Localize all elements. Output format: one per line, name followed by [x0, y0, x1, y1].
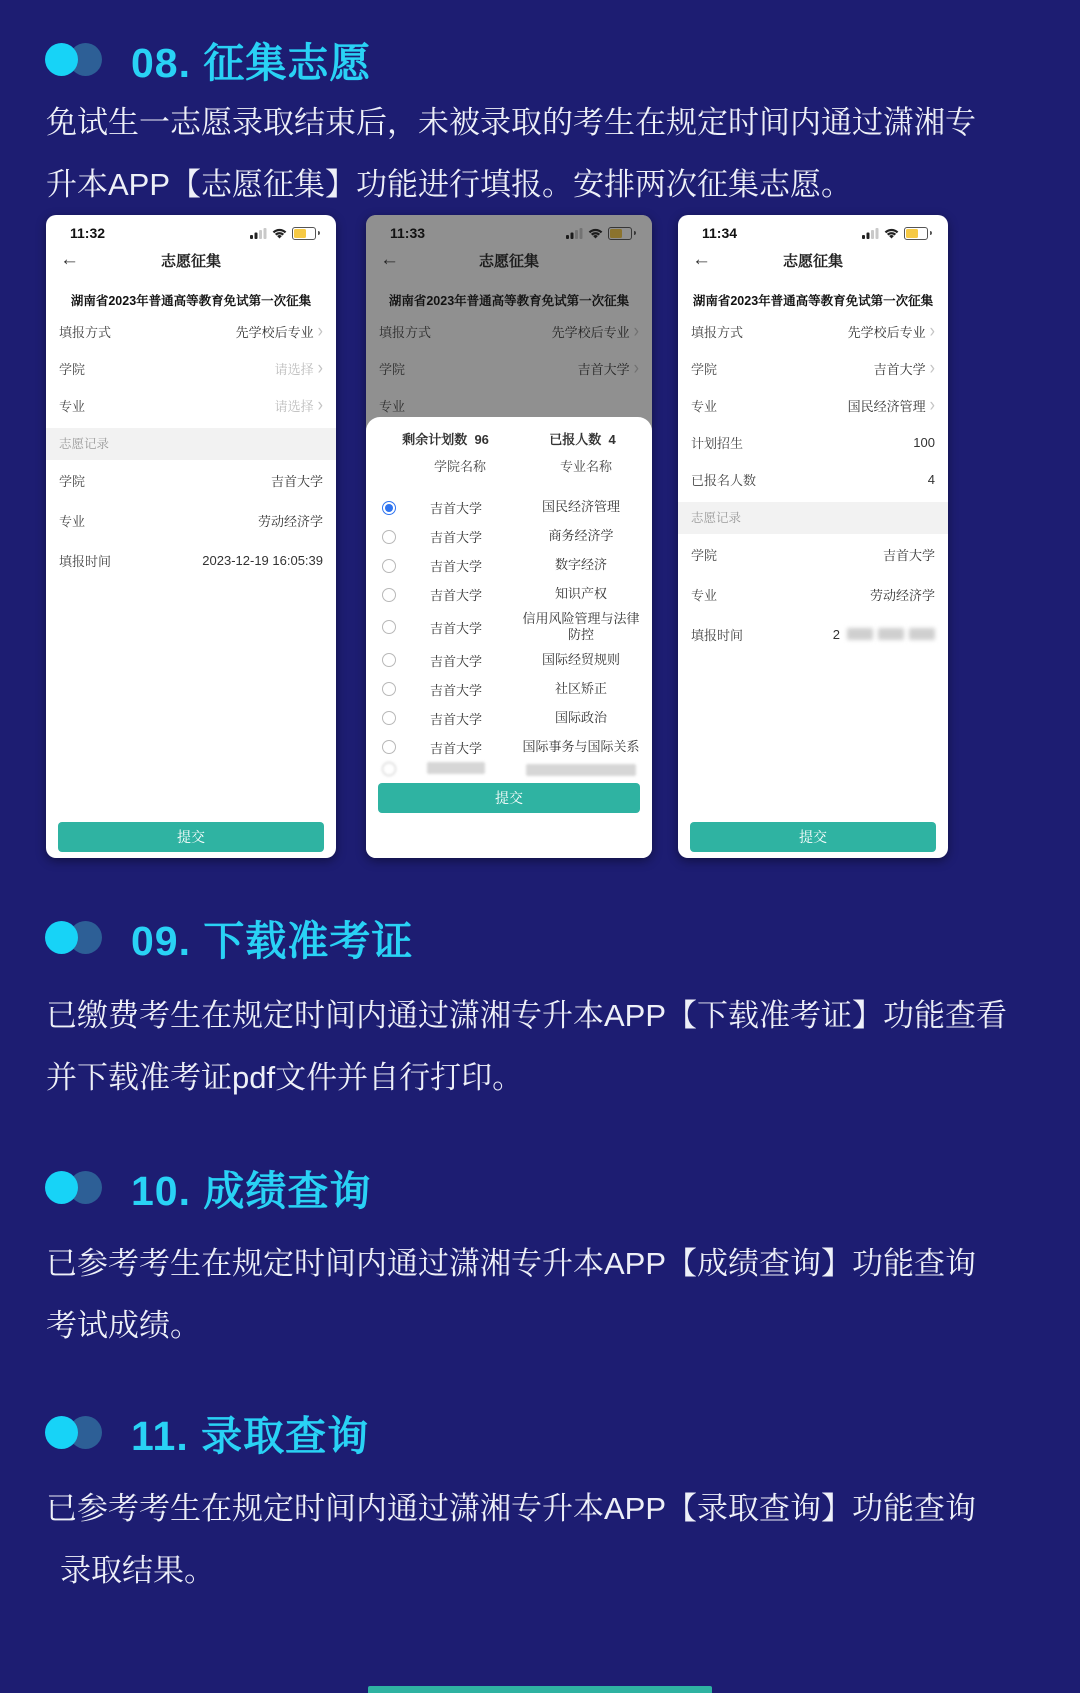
option-major: 社区矫正: [554, 680, 607, 696]
option-row[interactable]: [366, 580, 652, 609]
form-row-fill-mode[interactable]: 填报方式 先学校后专业 ›: [691, 320, 935, 342]
option-college: 吉首大学: [429, 740, 482, 756]
option-row[interactable]: [366, 733, 652, 762]
major-picker-sheet: [366, 417, 652, 858]
radio-icon[interactable]: [382, 530, 396, 544]
option-college: 吉首大学: [429, 588, 482, 603]
chevron-right-icon: ›: [633, 320, 639, 342]
option-row[interactable]: [366, 493, 652, 522]
form-row-fill-mode: 填报方式 先学校后专业 ›: [379, 320, 639, 342]
option-college: 吉首大学: [429, 501, 482, 516]
status-time: 11:33: [390, 225, 426, 241]
nav-bar: [366, 243, 652, 277]
chevron-right-icon: ›: [929, 394, 935, 416]
radio-icon[interactable]: [382, 588, 396, 602]
back-arrow-icon[interactable]: ←: [380, 249, 399, 270]
radio-icon[interactable]: [382, 559, 396, 573]
form-row-college[interactable]: 学院 吉首大学 ›: [691, 357, 935, 379]
option-college: 吉首大学: [429, 530, 482, 545]
status-time: 11:34: [702, 225, 738, 241]
battery-icon: [608, 227, 632, 240]
bullet-dots-icon: [45, 920, 107, 956]
option-row[interactable]: [366, 522, 652, 551]
signal-icon: [862, 228, 879, 239]
status-bar: [366, 215, 652, 243]
major-column-header: 专业名称: [559, 459, 612, 474]
remaining-plan-label: 剩余计划数: [402, 432, 468, 447]
section-08-paragraph: [46, 92, 996, 216]
chevron-right-icon: ›: [929, 357, 935, 379]
status-bar: [46, 215, 336, 243]
app-screenshot-3: [678, 215, 948, 858]
back-arrow-icon[interactable]: ←: [692, 249, 711, 270]
option-row[interactable]: [366, 551, 652, 580]
section-09-paragraph: [46, 985, 1008, 1109]
applied-count-label: 已报人数: [549, 432, 602, 447]
paragraph-line: 免试生一志愿录取结束后，未被录取的考生在规定时间内通过潇湘专: [46, 105, 976, 140]
option-row[interactable]: [366, 646, 652, 675]
radio-icon[interactable]: [382, 711, 396, 725]
chevron-right-icon: ›: [633, 357, 639, 379]
app-screenshot-1: [46, 215, 336, 858]
radio-icon[interactable]: [382, 740, 396, 754]
option-row[interactable]: [366, 675, 652, 704]
record-section-header: 志愿记录: [46, 428, 336, 460]
radio-icon[interactable]: [382, 620, 396, 634]
bullet-dots-icon: [45, 42, 107, 78]
form-row-major[interactable]: 专业 国民经济管理 ›: [691, 394, 935, 416]
column-headers: [366, 450, 652, 485]
paragraph-line: 升本APP【志愿征集】功能进行填报。安排两次征集志愿。: [46, 167, 853, 202]
form-row-major-clipped: 专业: [379, 399, 406, 414]
form-row-plan: 计划招生 100: [691, 435, 935, 451]
form-row-applied: 已报名人数 4: [691, 472, 935, 488]
option-major: 信用风险管理与法律防控: [522, 611, 640, 643]
status-bar: [678, 215, 948, 243]
nav-bar: [678, 243, 948, 277]
chevron-right-icon: ›: [929, 320, 935, 342]
option-college: 吉首大学: [429, 711, 482, 727]
section-10-heading: [45, 1158, 371, 1217]
paragraph-line: 并下载准考证pdf文件并自行打印。: [46, 1060, 524, 1095]
section-10-title: 10. 成绩查询: [131, 1168, 372, 1214]
wifi-icon: [272, 228, 287, 239]
paragraph-line: 已参考考生在规定时间内通过潇湘专升本APP【录取查询】功能查询: [46, 1491, 977, 1526]
signal-icon: [566, 228, 583, 239]
section-08-title: 08. 征集志愿: [131, 40, 372, 86]
option-major: 商务经济学: [548, 528, 614, 544]
paragraph-line: 已缴费考生在规定时间内通过潇湘专升本APP【下载准考证】功能查看: [46, 998, 1008, 1033]
applied-count-value: 4: [608, 432, 616, 447]
college-column-header: 学院名称: [433, 459, 486, 474]
nav-title: 志愿征集: [478, 252, 539, 270]
chevron-right-icon: ›: [317, 357, 323, 379]
bullet-dots-icon: [45, 1415, 107, 1451]
submit-button[interactable]: 提交: [58, 822, 324, 852]
option-major: 国民经济管理: [541, 499, 620, 515]
option-college: 吉首大学: [429, 620, 482, 636]
record-row-redacted: 填报时间 2: [678, 614, 948, 654]
record-row: 专业 劳动经济学: [691, 587, 935, 603]
option-row-clipped: [366, 762, 652, 782]
form-title: 湖南省2023年普通高等教育免试第一次征集: [388, 294, 630, 308]
form-row-college: 学院 吉首大学 ›: [379, 357, 639, 379]
record-section-header: 志愿记录: [678, 502, 948, 534]
next-screenshot-edge: [368, 1686, 712, 1693]
submit-button[interactable]: 提交: [690, 822, 936, 852]
radio-icon[interactable]: [382, 653, 396, 667]
app-screenshot-2: [366, 215, 652, 858]
option-list: [366, 485, 652, 762]
option-major: 知识产权: [554, 586, 607, 602]
back-arrow-icon[interactable]: ←: [60, 249, 79, 270]
paragraph-line: 已参考考生在规定时间内通过潇湘专升本APP【成绩查询】功能查询: [46, 1246, 977, 1281]
radio-icon[interactable]: [382, 501, 396, 515]
redacted-value: [847, 628, 935, 640]
nav-title: 志愿征集: [160, 252, 221, 270]
form-title: 湖南省2023年普通高等教育免试第一次征集: [70, 294, 312, 308]
record-row: 填报时间 2023-12-19 16:05:39: [59, 552, 323, 569]
wifi-icon: [588, 228, 603, 239]
section-09-heading: [45, 908, 413, 967]
section-11-heading: [45, 1403, 369, 1462]
option-major: 数字经济: [554, 557, 607, 573]
form-row-fill-mode[interactable]: 填报方式 先学校后专业 ›: [59, 320, 323, 342]
plan-stats: [366, 417, 652, 450]
record-row: 专业 劳动经济学: [59, 513, 323, 529]
option-row[interactable]: [366, 704, 652, 733]
record-row: 学院 吉首大学: [59, 473, 323, 489]
option-college: 吉首大学: [429, 559, 482, 574]
option-major: 国际事务与国际关系: [522, 738, 640, 754]
form-title: 湖南省2023年普通高等教育免试第一次征集: [692, 294, 934, 308]
submit-button[interactable]: 提交: [378, 783, 640, 813]
chevron-right-icon: ›: [317, 394, 323, 416]
radio-icon: [382, 762, 396, 776]
section-09-title: 09. 下载准考证: [131, 918, 414, 964]
dimmed-background: [366, 215, 652, 431]
section-10-paragraph: [46, 1233, 996, 1357]
section-11-paragraph: [46, 1478, 996, 1602]
nav-bar: [46, 243, 336, 277]
form-row-major[interactable]: 专业 请选择 ›: [59, 394, 323, 416]
status-time: 11:32: [70, 225, 106, 241]
section-08-heading: [45, 30, 371, 89]
section-11-title: 11. 录取查询: [131, 1413, 370, 1459]
remaining-plan-value: 96: [474, 432, 489, 447]
paragraph-line: 考试成绩。: [46, 1308, 201, 1343]
bullet-dots-icon: [45, 1170, 107, 1206]
wifi-icon: [884, 228, 899, 239]
chevron-right-icon: ›: [317, 320, 323, 342]
nav-title: 志愿征集: [782, 252, 843, 270]
paragraph-line: 录取结果。: [60, 1553, 215, 1588]
radio-icon[interactable]: [382, 682, 396, 696]
form-row-college[interactable]: 学院 请选择 ›: [59, 357, 323, 379]
option-college: 吉首大学: [429, 653, 482, 669]
option-major: 国际经贸规则: [541, 651, 620, 667]
record-row: 学院 吉首大学: [691, 547, 935, 563]
battery-icon: [904, 227, 928, 240]
battery-icon: [292, 227, 316, 240]
option-row[interactable]: [366, 609, 652, 646]
option-college: 吉首大学: [429, 682, 482, 698]
option-major: 国际政治: [554, 709, 607, 725]
signal-icon: [250, 228, 267, 239]
